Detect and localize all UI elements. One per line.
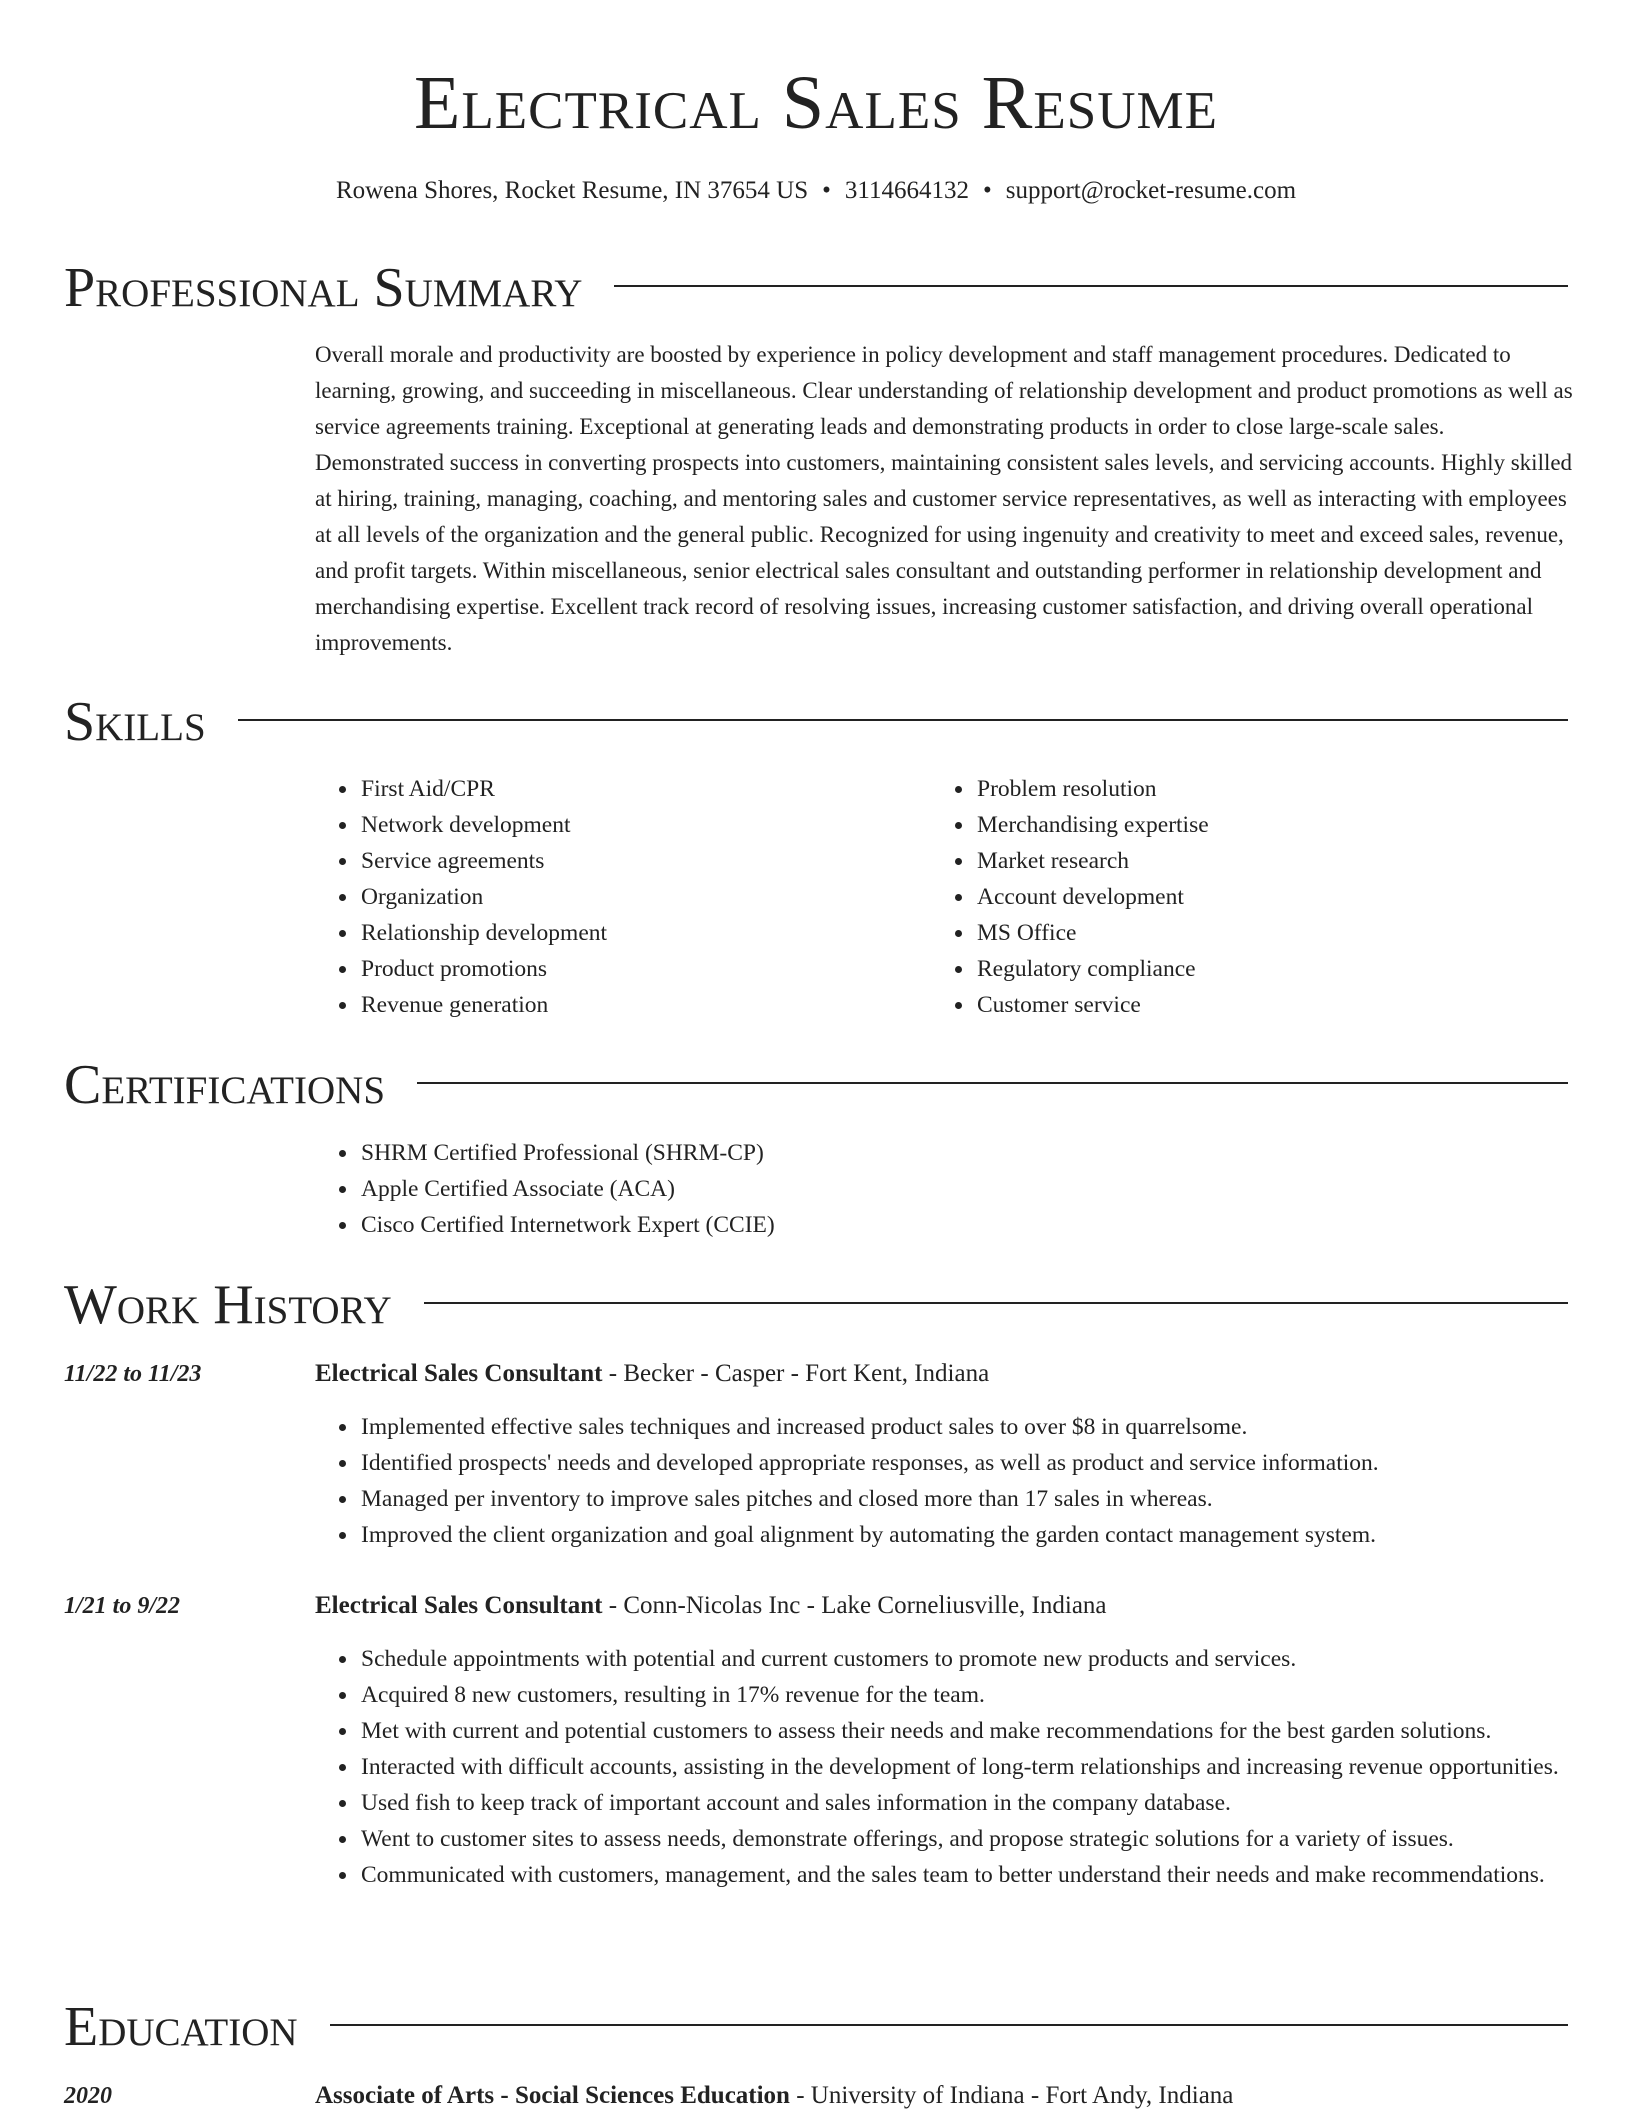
education-school: - University of Indiana - Fort Andy, Indiana	[789, 2082, 1234, 2109]
contact-address: Rowena Shores, Rocket Resume, IN 37654 US	[335, 177, 809, 204]
job-duty-item: • Implemented effective sales techniques and increased product sales to over $8 in quarrelsome.	[359, 1409, 1575, 1445]
section-title-work: Work History	[64, 1274, 392, 1336]
education-degree: Associate of Arts - Social Sciences Education	[315, 2082, 790, 2109]
skills-list-left	[315, 771, 875, 1023]
skills-column-left	[315, 771, 875, 1023]
section-title-skills: Skills	[64, 691, 206, 753]
certification-item: • Cisco Certified Internetwork Expert (CCIE)	[359, 1207, 1515, 1243]
resume-title: Electrical Sales Resume	[414, 61, 1218, 145]
skill-item: • Customer service	[975, 987, 1491, 1023]
section-title-certifications: Certifications	[64, 1054, 386, 1116]
job-title: Electrical Sales Consultant	[315, 1360, 603, 1387]
contact-email: support@rocket-resume.com	[1005, 177, 1297, 204]
section-rule	[424, 1302, 1568, 1304]
skills-list-right	[931, 771, 1491, 1023]
skill-item: • Regulatory compliance	[975, 951, 1491, 987]
job-employer: - Becker - Casper - Fort Kent, Indiana	[602, 1360, 990, 1387]
section-rule	[417, 1082, 1568, 1084]
contact-separator: •	[822, 177, 831, 204]
skill-item: • Problem resolution	[975, 771, 1491, 807]
job-duty-item: • Met with current and potential customers to assess their needs and make recommendations for the best garden solutions.	[359, 1713, 1575, 1749]
contact-line	[0, 174, 1632, 208]
job-duty-item: • Acquired 8 new customers, resulting in 17% revenue for the team.	[359, 1677, 1575, 1713]
job-duty-item: • Communicated with customers, management, and the sales team to better understand their needs and make recommendations.	[359, 1857, 1575, 1893]
section-header-work	[64, 1273, 1568, 1337]
job-dates: 1/21 to 9/22	[64, 1593, 181, 1619]
section-rule	[238, 719, 1568, 721]
job-duties-list	[315, 1641, 1575, 1893]
job-title: Electrical Sales Consultant	[315, 1592, 603, 1619]
job-heading	[315, 1356, 989, 1392]
skill-item: • First Aid/CPR	[359, 771, 875, 807]
job-duty-item: • Went to customer sites to assess needs, demonstrate offerings, and propose strategic solutions for a variety of issues.	[359, 1821, 1575, 1857]
skill-item: • Merchandising expertise	[975, 807, 1491, 843]
section-rule	[614, 285, 1568, 287]
job-duty-item: • Improved the client organization and goal alignment by automating the garden contact management system.	[359, 1517, 1575, 1553]
certifications-list	[315, 1135, 1515, 1243]
skill-item: • Revenue generation	[359, 987, 875, 1023]
skill-item: • Relationship development	[359, 915, 875, 951]
section-header-skills	[64, 690, 1568, 754]
job-employer: - Conn-Nicolas Inc - Lake Corneliusville, Indiana	[602, 1592, 1107, 1619]
skill-item: • Network development	[359, 807, 875, 843]
skill-item: • Market research	[975, 843, 1491, 879]
section-header-certifications	[64, 1053, 1568, 1117]
skill-item: • MS Office	[975, 915, 1491, 951]
section-rule	[330, 2024, 1568, 2026]
summary-text: Overall morale and productivity are boosted by experience in policy development and staff management procedures. Dedicated to learning, growing, and succeeding in miscellaneous. Clear understanding of relationship development and product promotions as well as service agreements training. Exceptional at generating leads and demonstrating products in order to close large-scale sales. Demonstrated success in converting prospects into customers, maintaining consistent sales levels, and servicing accounts. Highly skilled at hiring, training, managing, coaching, and mentoring sales and customer service representatives, as well as interacting with employees at all levels of the organization and the general public. Recognized for using ingenuity and creativity to meet and exceed sales, revenue, and profit targets. Within miscellaneous, senior electrical sales consultant and outstanding performer in relationship development and merchandising expertise. Excellent track record of resolving issues, increasing customer satisfaction, and driving overall operational improvements.	[315, 342, 1573, 655]
skills-column-right	[931, 771, 1491, 1023]
skill-item: • Organization	[359, 879, 875, 915]
section-title-education: Education	[64, 1996, 298, 2058]
section-title-summary: Professional Summary	[64, 257, 583, 319]
certification-item: • SHRM Certified Professional (SHRM-CP)	[359, 1135, 1515, 1171]
job-duties-list	[315, 1409, 1575, 1553]
job-duty-item: • Identified prospects' needs and developed appropriate responses, as well as product and service information.	[359, 1445, 1575, 1481]
certifications-block	[315, 1135, 1515, 1243]
certification-item: • Apple Certified Associate (ACA)	[359, 1171, 1515, 1207]
job-duty-item: • Interacted with difficult accounts, assisting in the development of long-term relationships and increasing revenue opportunities.	[359, 1749, 1575, 1785]
skill-item: • Service agreements	[359, 843, 875, 879]
job-heading	[315, 1588, 1107, 1624]
section-header-education	[64, 1995, 1568, 2059]
job-duties	[315, 1641, 1575, 1893]
contact-separator: •	[982, 177, 992, 204]
education-date: 2020	[64, 2083, 112, 2109]
section-header-summary	[64, 256, 1568, 320]
job-duty-item: • Managed per inventory to improve sales pitches and closed more than 17 sales in whereas.	[359, 1481, 1575, 1517]
job-duties	[315, 1409, 1575, 1553]
contact-phone: 3114664132	[844, 177, 969, 204]
education-heading	[315, 2078, 1233, 2114]
job-dates: 11/22 to 11/23	[64, 1361, 202, 1387]
job-duty-item: • Schedule appointments with potential and current customers to promote new products and services.	[359, 1641, 1575, 1677]
skill-item: • Product promotions	[359, 951, 875, 987]
skill-item: • Account development	[975, 879, 1491, 915]
job-duty-item: • Used fish to keep track of important account and sales information in the company database.	[359, 1785, 1575, 1821]
